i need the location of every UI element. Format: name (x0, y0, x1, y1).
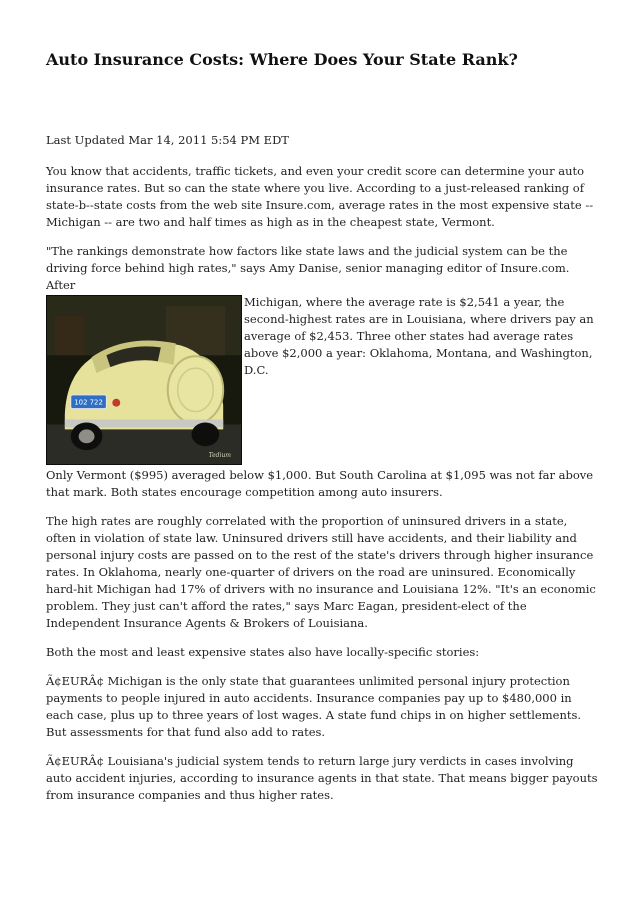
paragraph-1: You know that accidents, traffic tickets, and even your credit score can determine your auto insurance rates. But so can the state where you live. According to a just-released ranking of state-b--state costs from the web site Insure.com, average rates in the most expensive state -- Michigan -- are two and half times as high as in the cheapest state, Vermont. (46, 164, 594, 229)
last-updated-timestamp: Last Updated Mar 14, 2011 5:54 PM EDT (46, 133, 289, 147)
paragraph-2-intro: "The rankings demonstrate how factors like state laws and the judicial system can be the driving force behind high rates," says Amy Danise, senior managing editor of Insure.com. After (46, 244, 570, 292)
license-plate-text: 102 722 (74, 398, 103, 407)
paragraph-3: Only Vermont ($995) averaged below $1,000. But South Carolina at $1,095 was not far above that mark. Both states encourage competition among auto insurers. (46, 468, 594, 499)
photo-signature: Tedium (208, 452, 231, 459)
paragraph-4: The high rates are roughly correlated with the proportion of uninsured drivers in a state, often in violation of state law. Uninsured drivers still have accidents, and their liability and personal injury costs are passed on to the rest of the state's drivers through higher insurance rates. In Oklahoma, nearly one-quarter of drivers on the road are uninsured. Economically hard-hit Michigan had 17% of drivers with no insurance and Louisiana 12%. "It's an economic problem. They just can't afford the rates," says Marc Eagan, president-elect of the Independent Insurance Agents & Brokers of Louisiana. (46, 514, 596, 630)
car-illustration (47, 296, 241, 464)
paragraph-7: Ã¢EURÂ¢ Louisiana's judicial system tends to return large jury verdicts in cases involving auto accident injuries, according to insurance agents in that state. That means bigger payouts from insurance companies and thus higher rates. (46, 754, 598, 802)
paragraph-2-continued: Michigan, where the average rate is $2,541 a year, the second-highest rates are in Louisiana, where drivers pay an average of $2,453. Three other states had average rates above $2,000 a year: Oklahoma, Montana, and Washington, D.C. (244, 295, 594, 377)
paragraph-6: Ã¢EURÂ¢ Michigan is the only state that guarantees unlimited personal injury protection payments to people injured in auto accidents. Insurance companies pay up to $480,000 in each case, plus up to three years of lost wages. A state fund chips in on higher settlements. But assessments for that fund also add to rates. (46, 674, 582, 739)
vintage-car-photo (46, 295, 242, 465)
paragraph-5: Both the most and least expensive states also have locally-specific stories: (46, 645, 480, 659)
article-body (46, 163, 598, 816)
article-title: Auto Insurance Costs: Where Does Your State Rank? (46, 50, 518, 69)
